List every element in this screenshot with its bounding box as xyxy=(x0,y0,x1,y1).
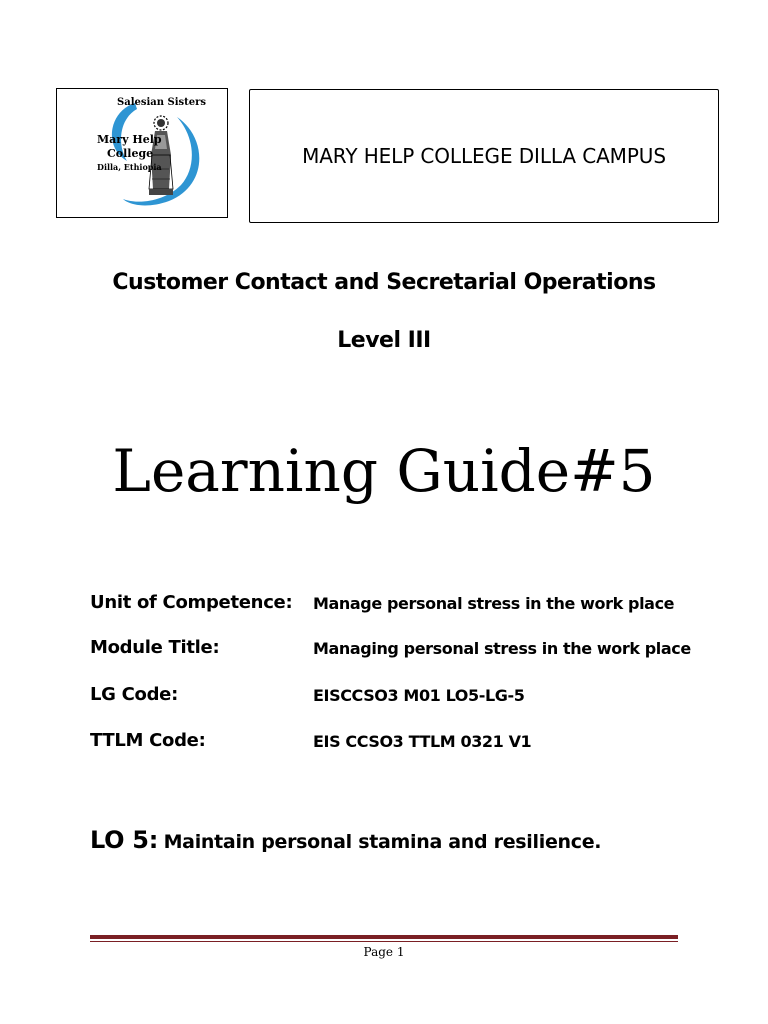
college-logo xyxy=(56,88,228,218)
unit-of-competence-value: Manage personal stress in the work place xyxy=(313,594,675,613)
footer-rule-thick xyxy=(90,935,678,939)
ttlm-code-label: TTLM Code: xyxy=(90,730,206,751)
logo-location: Dilla, Ethiopia xyxy=(97,162,162,172)
course-title: Customer Contact and Secretarial Operations xyxy=(112,270,656,295)
logo-name-line1: Mary Help xyxy=(97,133,162,146)
module-title-value: Managing personal stress in the work place xyxy=(313,639,691,658)
unit-of-competence-label: Unit of Competence: xyxy=(90,592,293,613)
course-level: Level III xyxy=(337,328,431,353)
module-title-label: Module Title: xyxy=(90,637,220,658)
college-name: MARY HELP COLLEGE DILLA CAMPUS xyxy=(302,144,666,168)
guide-title: Learning Guide#5 xyxy=(112,437,656,505)
lg-code-value: EISCCSO3 M01 LO5-LG-5 xyxy=(313,686,525,705)
logo-name-line2: College xyxy=(107,147,154,160)
footer-rule-thin xyxy=(90,941,678,942)
ttlm-code-value: EIS CCSO3 TTLM 0321 V1 xyxy=(313,732,532,751)
learning-outcome-text: Maintain personal stamina and resilience. xyxy=(163,831,602,853)
logo-top-text: Salesian Sisters xyxy=(117,97,207,108)
learning-outcome xyxy=(90,826,601,854)
lg-code-label: LG Code: xyxy=(90,684,178,705)
college-name-box xyxy=(249,89,719,223)
page-number: Page 1 xyxy=(363,945,405,959)
learning-outcome-prefix: LO 5: xyxy=(90,826,158,854)
